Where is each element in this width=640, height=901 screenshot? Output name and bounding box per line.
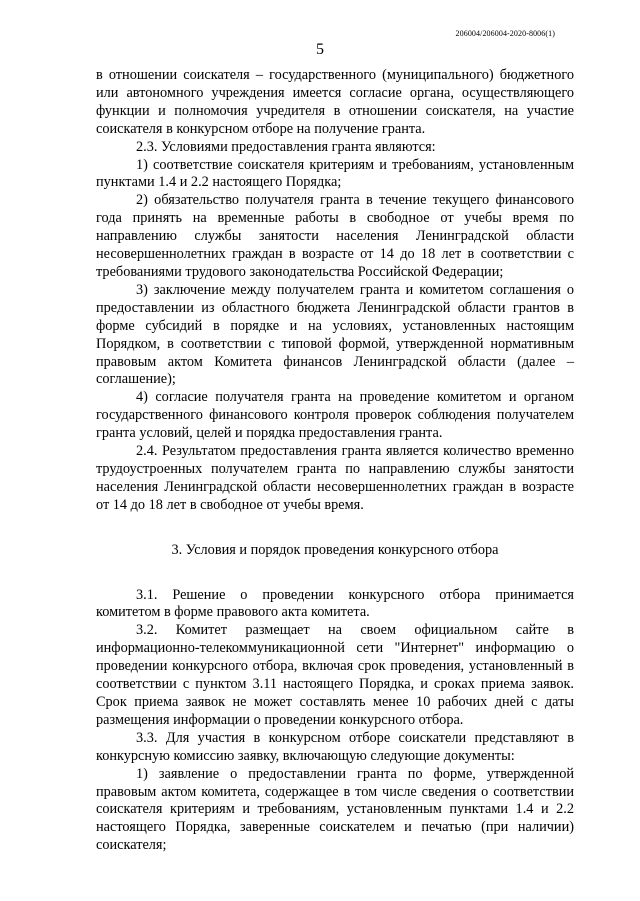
document-id: 206004/206004-2020-8006(1) bbox=[455, 29, 555, 38]
paragraph: 2.3. Условиями предоставления гранта являются: bbox=[136, 138, 436, 155]
paragraphs-before-heading bbox=[96, 67, 574, 515]
paragraph: 2.4. Результатом предоставления гранта является количество временно трудоустроенных получателем гранта по направлению службы занятости населения Ленинградской области несовершеннолетних граждан в возрасте от 14 до 18 лет в свободное от учебы время. bbox=[96, 443, 574, 513]
paragraph: 3.1. Решение о проведении конкурсного отбора принимается комитетом в форме правового акта комитета. bbox=[96, 586, 574, 621]
document-body bbox=[96, 67, 574, 855]
section-heading: 3. Условия и порядок проведения конкурсного отбора bbox=[171, 541, 499, 558]
paragraph: 3.3. Для участия в конкурсном отборе соискатели представляют в конкурсную комиссию заявку, включающую следующие документы: bbox=[96, 729, 574, 764]
paragraph: в отношении соискателя – государственного (муниципального) бюджетного или автономного учреждения имеется согласие органа, осуществляющего функции и полномочия учредителя в отношении соискателя, на участие соискателя в конкурсном отборе на получение гранта. bbox=[96, 67, 574, 137]
paragraphs-after-heading bbox=[96, 587, 574, 856]
paragraph: 3.2. Комитет размещает на своем официальном сайте в информационно-телекоммуникационной сети "Интернет" информацию о проведении конкурсного отбора, включая срок проведения, установленный в соответствии с пунктом 3.11 настоящего Порядка, и сроках приема заявок. Срок приема заявок не может составлять менее 10 рабочих дней с даты размещения информации о проведении конкурсного отбора. bbox=[96, 622, 574, 728]
paragraph: 3) заключение между получателем гранта и комитетом соглашения о предоставлении из областного бюджета Ленинградской области грантов в форме субсидий в порядке и на условиях, установленных настоящим Порядком, в соответствии с типовой формой, утвержденной нормативным правовым актом Комитета финансов Ленинградской области (далее – соглашение); bbox=[96, 281, 574, 388]
page-number: 5 bbox=[316, 41, 324, 58]
paragraph: 1) соответствие соискателя критериям и требованиям, установленным пунктами 1.4 и 2.2 настоящего Порядка; bbox=[96, 156, 574, 191]
paragraph: 4) согласие получателя гранта на проведение комитетом и органом государственного финансового контроля проверок соблюдения получателем гранта условий, целей и порядка предоставления гранта. bbox=[96, 389, 574, 442]
paragraph: 1) заявление о предоставлении гранта по форме, утвержденной правовым актом комитета, содержащее в том числе сведения о соответствии соискателя критериям и требованиям, установленным пунктами 1.4 и 2.2 настоящего Порядка, заверенные соискателем и печатью (при наличии) соискателя; bbox=[96, 765, 574, 854]
paragraph: 2) обязательство получателя гранта в течение текущего финансового года принять на временные работы в свободное от учебы время по направлению службы занятости населения Ленинградской области несовершеннолетних граждан в возрасте от 14 до 18 лет в соответствии с требованиями трудового законодательства Российской Федерации; bbox=[96, 192, 574, 280]
